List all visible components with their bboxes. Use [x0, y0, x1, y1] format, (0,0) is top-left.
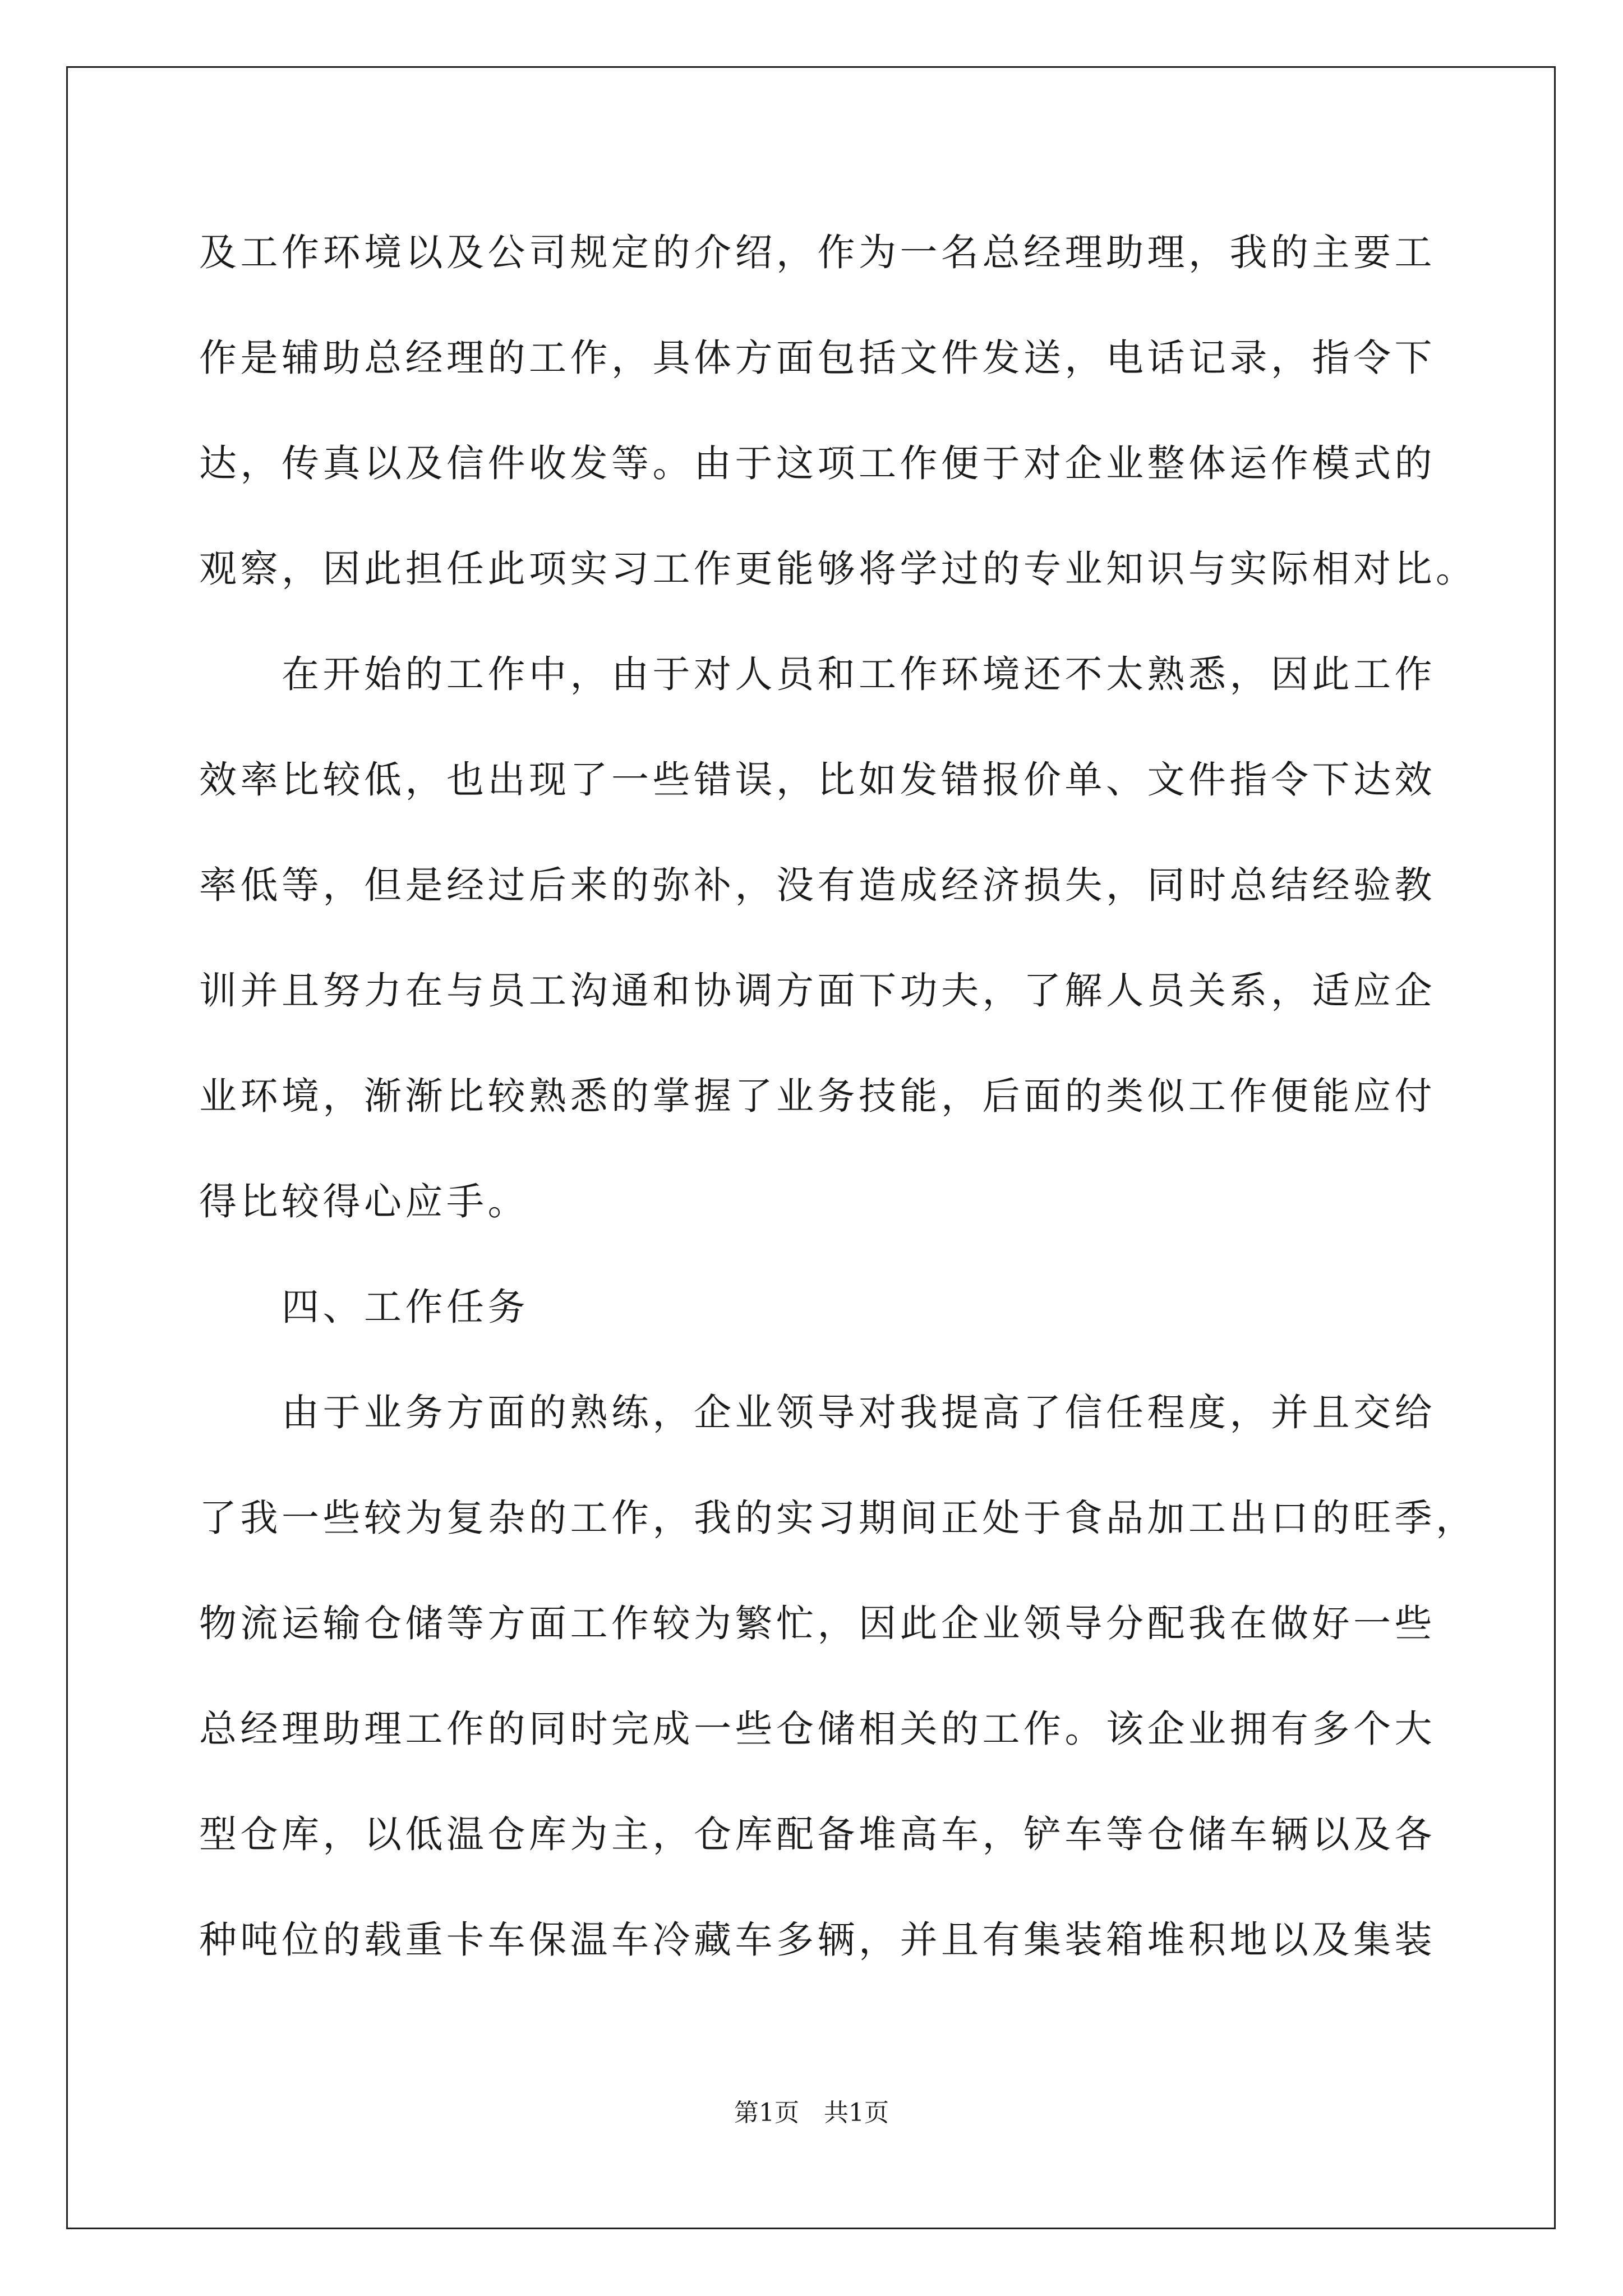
text-line: 训并且努力在与员工沟通和协调方面下功夫，了解人员关系，适应企: [199, 969, 1436, 1013]
text-line: 了我一些较为复杂的工作，我的实习期间正处于食品加工出口的旺季，: [199, 1496, 1477, 1540]
text-line: 种吨位的载重卡车保温车冷藏车多辆，并且有集装箱堆积地以及集装: [199, 1918, 1436, 1962]
page-number-footer: 第1页 共1页: [734, 2099, 889, 2127]
text-line: 及工作环境以及公司规定的介绍，作为一名总经理助理，我的主要工: [199, 231, 1436, 274]
text-line: 效率比较低，也出现了一些错误，比如发错报价单、文件指令下达效: [199, 758, 1436, 802]
text-line: 业环境，渐渐比较熟悉的掌握了业务技能，后面的类似工作便能应付: [199, 1074, 1436, 1118]
text-line: 观察，因此担任此项实习工作更能够将学过的专业知识与实际相对比。: [199, 547, 1477, 591]
text-line: 总经理助理工作的同时完成一些仓储相关的工作。该企业拥有多个大: [199, 1707, 1436, 1751]
text-line: 率低等，但是经过后来的弥补，没有造成经济损失，同时总结经验教: [199, 863, 1436, 907]
text-line: 得比较得心应手。: [199, 1180, 529, 1223]
text-line: 达，传真以及信件收发等。由于这项工作便于对企业整体运作模式的: [199, 441, 1436, 485]
text-line: 作是辅助总经理的工作，具体方面包括文件发送，电话记录，指令下: [199, 336, 1436, 380]
text-line: 由于业务方面的熟练，企业领导对我提高了信任程度，并且交给: [199, 1391, 1436, 1434]
text-line: 在开始的工作中，由于对人员和工作环境还不太熟悉，因此工作: [199, 652, 1436, 696]
text-line: 物流运输仓储等方面工作较为繁忙，因此企业领导分配我在做好一些: [199, 1602, 1436, 1645]
section-heading: 四、工作任务: [199, 1285, 529, 1329]
page-border: [66, 66, 1556, 2229]
text-line: 型仓库，以低温仓库为主，仓库配备堆高车，铲车等仓储车辆以及各: [199, 1812, 1436, 1856]
